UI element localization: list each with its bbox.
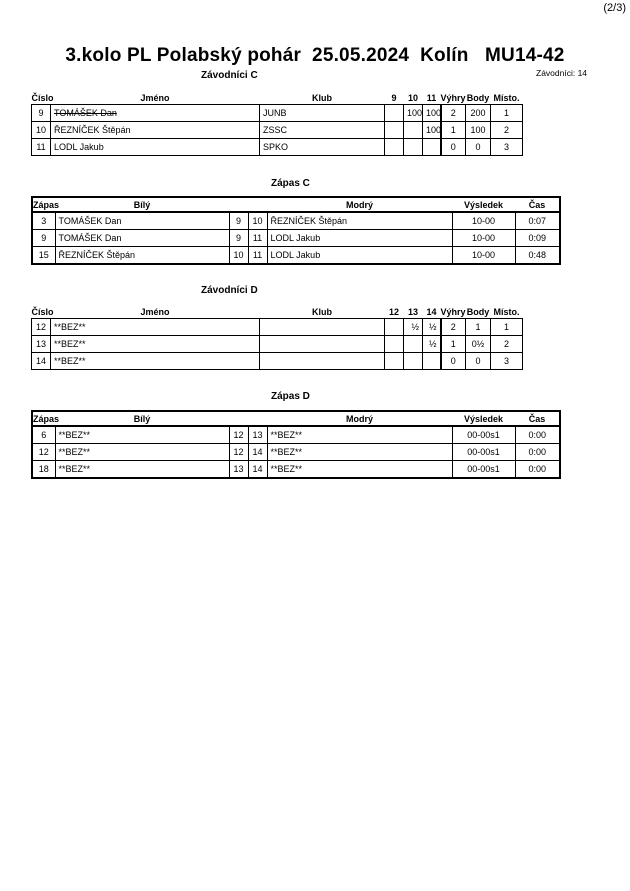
- blue-competitor: ŘEZNÍČEK Štěpán: [267, 212, 452, 230]
- points-total: 1: [466, 319, 491, 336]
- page-title: 3.kolo PL Polabský pohár 25.05.2024 Kolín MU14-42: [65, 45, 565, 66]
- match-number: 12: [32, 444, 55, 461]
- competitor-number: 10: [32, 122, 51, 139]
- header-round-3: 14: [426, 306, 437, 317]
- competitor-number: 13: [32, 336, 51, 353]
- matches-d-header: [32, 411, 560, 426]
- match-time: 0:48: [515, 247, 560, 265]
- round-score-1: [385, 122, 404, 139]
- competitor-name: **BEZ**: [51, 336, 260, 353]
- white-number: 10: [229, 247, 248, 265]
- wins-count: 2: [441, 319, 466, 336]
- header-body: Body: [466, 92, 490, 103]
- competitor-club: [260, 336, 385, 353]
- competitor-name: LODL Jakub: [51, 139, 260, 156]
- round-score-1: [385, 105, 404, 122]
- header-jmeno: Jméno: [140, 306, 170, 317]
- match-number: 18: [32, 461, 55, 479]
- matches-c-table: [31, 196, 561, 265]
- header-vyhry: Výhry: [440, 306, 466, 317]
- matches-d-title: Zápas D: [271, 391, 310, 402]
- competitor-row: [32, 139, 523, 156]
- header-cas: Čas: [515, 411, 560, 426]
- match-time: 0:00: [515, 444, 560, 461]
- header-klub: Klub: [312, 306, 332, 317]
- round-score-2: ½: [404, 319, 423, 336]
- header-misto: Místo.: [493, 92, 520, 103]
- competitor-number: 11: [32, 139, 51, 156]
- round-score-1: [385, 353, 404, 370]
- match-result: 00-00s1: [452, 426, 515, 444]
- group-d-table: [31, 305, 523, 370]
- header-zapas: Zápas: [32, 411, 55, 426]
- wins-count: 1: [441, 122, 466, 139]
- white-competitor: **BEZ**: [55, 461, 229, 479]
- competitor-number: 9: [32, 105, 51, 122]
- competitor-name: **BEZ**: [51, 319, 260, 336]
- blue-number: 14: [248, 444, 267, 461]
- header-klub: Klub: [312, 92, 332, 103]
- points-total: 0½: [466, 336, 491, 353]
- competitor-number: 12: [32, 319, 51, 336]
- group-c-table: [31, 91, 523, 156]
- header-body: Body: [466, 306, 490, 317]
- placement: 1: [491, 319, 523, 336]
- header-zapas: Zápas: [32, 197, 55, 212]
- wins-count: 0: [441, 353, 466, 370]
- points-total: 0: [466, 139, 491, 156]
- blue-competitor: LODL Jakub: [267, 230, 452, 247]
- match-row: [32, 444, 560, 461]
- round-score-3: [423, 353, 441, 370]
- points-total: 200: [466, 105, 491, 122]
- match-time: 0:00: [515, 426, 560, 444]
- header-vyhry: Výhry: [440, 92, 466, 103]
- blue-number: 11: [248, 247, 267, 265]
- wins-count: 0: [441, 139, 466, 156]
- match-number: 15: [32, 247, 55, 265]
- round-score-1: [385, 319, 404, 336]
- match-row: [32, 247, 560, 265]
- wins-count: 2: [441, 105, 466, 122]
- blue-number: 11: [248, 230, 267, 247]
- competitor-club: [260, 319, 385, 336]
- match-time: 0:07: [515, 212, 560, 230]
- competitor-name: **BEZ**: [51, 353, 260, 370]
- round-score-2: [404, 139, 423, 156]
- placement: 2: [491, 336, 523, 353]
- blue-number: 13: [248, 426, 267, 444]
- white-competitor: **BEZ**: [55, 444, 229, 461]
- white-number: 13: [229, 461, 248, 479]
- header-modry: Modrý: [267, 411, 452, 426]
- header-round-2: 10: [407, 92, 418, 103]
- header-round-2: 13: [407, 306, 418, 317]
- match-result: 00-00s1: [452, 444, 515, 461]
- blue-competitor: **BEZ**: [267, 461, 452, 479]
- white-number: 9: [229, 212, 248, 230]
- white-competitor: TOMÁŠEK Dan: [55, 230, 229, 247]
- round-score-2: 100: [404, 105, 423, 122]
- white-number: 9: [229, 230, 248, 247]
- blue-number: 10: [248, 212, 267, 230]
- competitor-club: ZSSC: [260, 122, 385, 139]
- group-d-title: Závodníci D: [201, 285, 258, 296]
- header-modry: Modrý: [267, 197, 452, 212]
- matches-c-header: [32, 197, 560, 212]
- blue-competitor: **BEZ**: [267, 426, 452, 444]
- round-score-3: [423, 139, 441, 156]
- round-score-3: 100: [423, 122, 441, 139]
- competitor-name: TOMÁŠEK Dan: [51, 105, 260, 122]
- blue-number: 14: [248, 461, 267, 479]
- matches-c-title: Zápas C: [271, 178, 310, 189]
- match-number: 3: [32, 212, 55, 230]
- header-cislo: Číslo: [31, 92, 54, 103]
- competitor-row: [32, 122, 523, 139]
- header-bily: Bílý: [55, 197, 229, 212]
- competitor-row: [32, 319, 523, 336]
- white-competitor: **BEZ**: [55, 426, 229, 444]
- match-row: [32, 230, 560, 247]
- competitor-row: [32, 105, 523, 122]
- page-number: (2/3): [603, 2, 626, 14]
- group-d-header: [32, 305, 523, 319]
- white-number: 12: [229, 444, 248, 461]
- points-total: 0: [466, 353, 491, 370]
- round-score-1: [385, 139, 404, 156]
- competitor-row: [32, 353, 523, 370]
- wins-count: 1: [441, 336, 466, 353]
- match-row: [32, 212, 560, 230]
- competitor-name: ŘEZNÍČEK Štěpán: [51, 122, 260, 139]
- round-score-3: ½: [423, 336, 441, 353]
- match-time: 0:09: [515, 230, 560, 247]
- header-bily: Bílý: [55, 411, 229, 426]
- match-result: 10-00: [452, 230, 515, 247]
- match-time: 0:00: [515, 461, 560, 479]
- header-cas: Čas: [515, 197, 560, 212]
- header-round-1: 12: [388, 306, 399, 317]
- placement: 1: [491, 105, 523, 122]
- matches-d-table: [31, 410, 561, 479]
- match-result: 00-00s1: [452, 461, 515, 479]
- placement: 3: [491, 353, 523, 370]
- match-row: [32, 461, 560, 479]
- round-score-1: [385, 336, 404, 353]
- header-vysledek: Výsledek: [452, 411, 515, 426]
- round-score-2: [404, 353, 423, 370]
- header-round-3: 11: [426, 92, 437, 103]
- competitor-number: 14: [32, 353, 51, 370]
- blue-competitor: **BEZ**: [267, 444, 452, 461]
- competitor-club: SPKO: [260, 139, 385, 156]
- round-score-3: ½: [423, 319, 441, 336]
- header-cislo: Číslo: [31, 306, 54, 317]
- competitor-count: Závodníci: 14: [536, 68, 588, 78]
- round-score-3: 100: [423, 105, 441, 122]
- placement: 3: [491, 139, 523, 156]
- header-vysledek: Výsledek: [452, 197, 515, 212]
- round-score-2: [404, 122, 423, 139]
- competitor-row: [32, 336, 523, 353]
- competitor-club: [260, 353, 385, 370]
- header-jmeno: Jméno: [140, 92, 170, 103]
- placement: 2: [491, 122, 523, 139]
- white-competitor: ŘEZNÍČEK Štěpán: [55, 247, 229, 265]
- white-competitor: TOMÁŠEK Dan: [55, 212, 229, 230]
- group-c-title: Závodníci C: [201, 70, 258, 81]
- match-number: 6: [32, 426, 55, 444]
- points-total: 100: [466, 122, 491, 139]
- blue-competitor: LODL Jakub: [267, 247, 452, 265]
- header-misto: Místo.: [493, 306, 520, 317]
- match-result: 10-00: [452, 212, 515, 230]
- round-score-2: [404, 336, 423, 353]
- white-number: 12: [229, 426, 248, 444]
- competitor-club: JUNB: [260, 105, 385, 122]
- header-round-1: 9: [391, 92, 397, 103]
- match-row: [32, 426, 560, 444]
- match-number: 9: [32, 230, 55, 247]
- match-result: 10-00: [452, 247, 515, 265]
- group-c-header: [32, 91, 523, 105]
